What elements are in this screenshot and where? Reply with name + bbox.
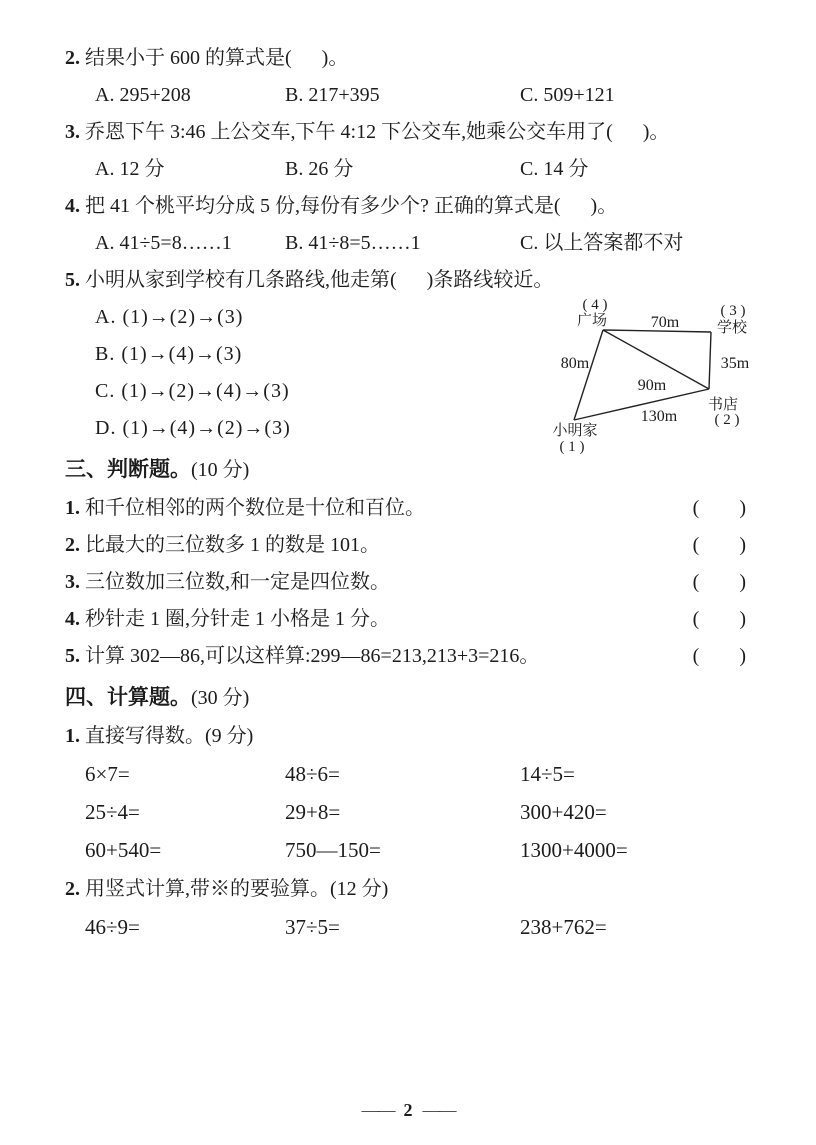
question-5-text: 小明从家到学校有几条路线,他走第( )条路线较近。 (85, 269, 554, 291)
question-3-number: 3. (65, 121, 80, 143)
question-3-option-b: B. 26 分 (285, 158, 354, 180)
bookstore-name-label: 书店 (707, 397, 739, 413)
oral-problem: 750—150= (285, 838, 381, 862)
school-name-label: 学校 (716, 320, 748, 336)
oral-calculation-header (65, 718, 748, 755)
question-5-option-d: D. (1)→(4)→(2)→(3) (95, 417, 291, 439)
vertical-problem: 238+762= (520, 915, 607, 939)
page-number: 2 (403, 1100, 413, 1120)
judge-item-2-number: 2. (65, 534, 80, 556)
question-2-options (65, 77, 748, 114)
question-2-option-a: A. 295+208 (95, 84, 191, 106)
oral-calculation-title: 直接写得数。(9 分) (85, 725, 254, 747)
judge-item-3-answer-blank: ( ) (692, 571, 746, 593)
oral-problem: 29+8= (285, 800, 341, 824)
question-3-options (65, 151, 748, 188)
judge-item-4-number: 4. (65, 608, 80, 630)
question-5-number: 5. (65, 269, 80, 291)
oral-calculation-row-1 (65, 755, 748, 793)
footer-dash-left: —— (361, 1100, 394, 1120)
judge-item-4 (65, 601, 748, 638)
plaza-tag-label: ( 4 ) (582, 297, 608, 313)
judge-item-5-text: 5. 计算 302—86,可以这样算:299—86=213,213+3=216。 (65, 645, 540, 667)
judge-item-3-number: 3. (65, 571, 80, 593)
question-4-number: 4. (65, 195, 80, 217)
judge-item-2 (65, 527, 748, 564)
distance-left-label: 80m (560, 355, 590, 372)
question-5-option-c: C. (1)→(2)→(4)→(3) (95, 380, 290, 402)
judge-item-1-text: 1. 和千位相邻的两个数位是十位和百位。 (65, 497, 425, 519)
edge-school-bookstore (709, 332, 711, 389)
calculation-section-title: 四、计算题。 (65, 685, 191, 709)
question-3-option-c: C. 14 分 (520, 158, 589, 180)
judge-section (65, 449, 748, 675)
oral-calculation-row-2 (65, 793, 748, 831)
question-5-option-b: B. (1)→(4)→(3) (95, 343, 243, 365)
oral-problem: 6×7= (85, 762, 130, 786)
question-4-option-a: A. 41÷5=8……1 (95, 232, 232, 254)
vertical-problem: 37÷5= (285, 915, 340, 939)
question-2-number: 2. (65, 47, 80, 69)
home-tag-label: ( 1 ) (559, 439, 585, 455)
judge-item-1-number: 1. (65, 497, 80, 519)
oral-calculation-number: 1. (65, 725, 80, 747)
bookstore-tag-label: ( 2 ) (714, 412, 740, 428)
question-4-option-b: B. 41÷8=5……1 (285, 232, 421, 254)
question-4-text: 把 41 个桃平均分成 5 份,每份有多少个? 正确的算式是( )。 (85, 195, 618, 217)
distance-diagonal-label: 90m (637, 377, 667, 394)
oral-problem: 25÷4= (85, 800, 140, 824)
plaza-name-label: 广场 (576, 313, 608, 329)
calculation-section-header (65, 677, 748, 718)
vertical-calculation-title: 用竖式计算,带※的要验算。(12 分) (85, 878, 389, 900)
judge-section-title: 三、判断题。 (65, 457, 191, 481)
oral-problem: 300+420= (520, 800, 607, 824)
distance-top-label: 70m (650, 314, 680, 331)
question-2-option-b: B. 217+395 (285, 84, 380, 106)
judge-item-3 (65, 564, 748, 601)
route-edges (574, 330, 711, 420)
question-2-text: 结果小于 600 的算式是( )。 (85, 47, 349, 69)
judge-item-4-text: 4. 秒针走 1 圈,分针走 1 小格是 1 分。 (65, 608, 390, 630)
judge-item-5-number: 5. (65, 645, 80, 667)
question-3-text: 乔恩下午 3:46 上公交车,下午 4:12 下公交车,她乘公交车用了( )。 (85, 121, 670, 143)
vertical-calculation-row (65, 908, 748, 946)
oral-calculation-row-3 (65, 831, 748, 869)
judge-item-5 (65, 638, 748, 675)
question-4-option-c: C. 以上答案都不对 (520, 232, 684, 254)
judge-item-1-answer-blank: ( ) (692, 497, 746, 519)
route-map-diagram (535, 292, 807, 464)
question-3 (65, 114, 748, 151)
judge-item-2-answer-blank: ( ) (692, 534, 746, 556)
question-3-option-a: A. 12 分 (95, 158, 165, 180)
question-4 (65, 188, 748, 225)
vertical-calculation-number: 2. (65, 878, 80, 900)
oral-problem: 60+540= (85, 838, 162, 862)
edge-plaza-home (574, 330, 603, 420)
judge-item-3-text: 3. 三位数加三位数,和一定是四位数。 (65, 571, 390, 593)
vertical-calculation-header (65, 871, 748, 908)
question-4-options (65, 225, 748, 262)
page-footer (0, 1100, 816, 1121)
oral-problem: 1300+4000= (520, 838, 628, 862)
judge-item-4-answer-blank: ( ) (692, 608, 746, 630)
question-2-option-c: C. 509+121 (520, 84, 615, 106)
oral-problem: 14÷5= (520, 762, 575, 786)
footer-dash-right: —— (422, 1100, 455, 1120)
judge-section-score: (10 分) (191, 459, 250, 481)
vertical-problem: 46÷9= (85, 915, 140, 939)
distance-right-label: 35m (720, 355, 750, 372)
oral-problem: 48÷6= (285, 762, 340, 786)
calculation-section-score: (30 分) (191, 687, 250, 709)
judge-item-2-text: 2. 比最大的三位数多 1 的数是 101。 (65, 534, 380, 556)
judge-item-5-answer-blank: ( ) (692, 645, 746, 667)
question-2 (65, 40, 748, 77)
distance-bottom-label: 130m (640, 408, 678, 425)
school-tag-label: ( 3 ) (720, 303, 746, 319)
home-name-label: 小明家 (552, 423, 598, 439)
judge-item-1 (65, 490, 748, 527)
question-5-option-a: A. (1)→(2)→(3) (95, 306, 244, 328)
calculation-section (65, 677, 748, 946)
